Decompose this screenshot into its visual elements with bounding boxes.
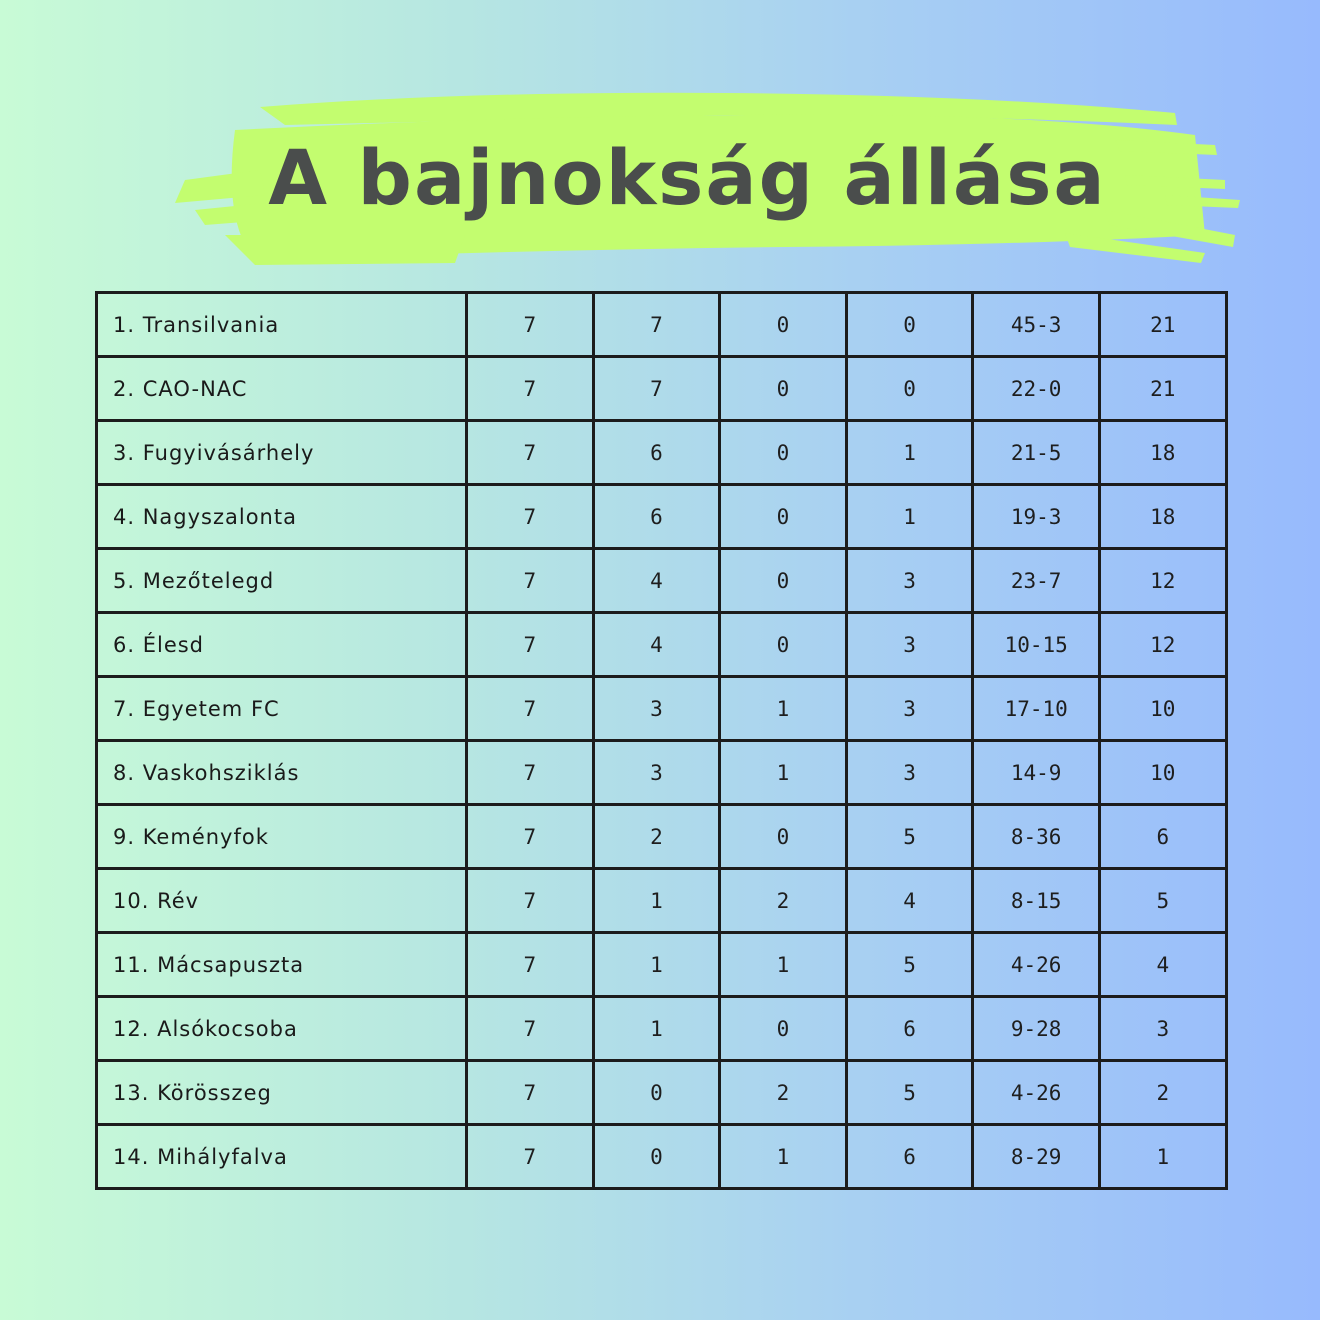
lost-cell: 3 [846,741,973,805]
team-name-cell: 3. Fugyivásárhely [97,421,467,485]
drawn-cell: 2 [720,869,847,933]
played-cell: 7 [467,869,594,933]
table-row [97,421,1227,485]
lost-cell: 5 [846,1061,973,1125]
lost-cell: 3 [846,677,973,741]
points-cell: 10 [1099,677,1226,741]
team-name-cell: 7. Egyetem FC [97,677,467,741]
lost-cell: 5 [846,805,973,869]
table-row [97,549,1227,613]
played-cell: 7 [467,997,594,1061]
goals-cell: 21-5 [973,421,1100,485]
lost-cell: 6 [846,1125,973,1189]
won-cell: 3 [593,741,720,805]
drawn-cell: 1 [720,677,847,741]
goals-cell: 10-15 [973,613,1100,677]
points-cell: 5 [1099,869,1226,933]
table-row [97,869,1227,933]
points-cell: 1 [1099,1125,1226,1189]
team-name-cell: 5. Mezőtelegd [97,549,467,613]
points-cell: 12 [1099,549,1226,613]
table-row [97,1125,1227,1189]
lost-cell: 4 [846,869,973,933]
played-cell: 7 [467,357,594,421]
points-cell: 12 [1099,613,1226,677]
points-cell: 18 [1099,485,1226,549]
team-name-cell: 4. Nagyszalonta [97,485,467,549]
lost-cell: 3 [846,549,973,613]
table-row [97,613,1227,677]
points-cell: 3 [1099,997,1226,1061]
points-cell: 21 [1099,357,1226,421]
team-name-cell: 10. Rév [97,869,467,933]
played-cell: 7 [467,1061,594,1125]
won-cell: 7 [593,293,720,357]
played-cell: 7 [467,1125,594,1189]
table-row [97,293,1227,357]
won-cell: 3 [593,677,720,741]
table-row [97,997,1227,1061]
goals-cell: 8-36 [973,805,1100,869]
played-cell: 7 [467,293,594,357]
played-cell: 7 [467,421,594,485]
drawn-cell: 0 [720,997,847,1061]
table-row [97,1061,1227,1125]
goals-cell: 14-9 [973,741,1100,805]
table-row [97,741,1227,805]
goals-cell: 17-10 [973,677,1100,741]
played-cell: 7 [467,741,594,805]
goals-cell: 22-0 [973,357,1100,421]
table-row [97,485,1227,549]
won-cell: 2 [593,805,720,869]
lost-cell: 0 [846,293,973,357]
played-cell: 7 [467,677,594,741]
team-name-cell: 13. Körösszeg [97,1061,467,1125]
team-name-cell: 2. CAO-NAC [97,357,467,421]
lost-cell: 6 [846,997,973,1061]
lost-cell: 1 [846,421,973,485]
won-cell: 1 [593,997,720,1061]
lost-cell: 3 [846,613,973,677]
drawn-cell: 0 [720,485,847,549]
won-cell: 0 [593,1061,720,1125]
drawn-cell: 1 [720,1125,847,1189]
drawn-cell: 0 [720,613,847,677]
team-name-cell: 8. Vaskohsziklás [97,741,467,805]
drawn-cell: 1 [720,933,847,997]
won-cell: 6 [593,485,720,549]
lost-cell: 0 [846,357,973,421]
page-title: A bajnokság állása [268,133,1107,222]
drawn-cell: 0 [720,421,847,485]
played-cell: 7 [467,485,594,549]
drawn-cell: 0 [720,293,847,357]
table-row [97,357,1227,421]
points-cell: 4 [1099,933,1226,997]
team-name-cell: 14. Mihályfalva [97,1125,467,1189]
won-cell: 4 [593,613,720,677]
points-cell: 21 [1099,293,1226,357]
team-name-cell: 6. Élesd [97,613,467,677]
goals-cell: 9-28 [973,997,1100,1061]
table-row [97,805,1227,869]
team-name-cell: 9. Keményfok [97,805,467,869]
goals-cell: 8-15 [973,869,1100,933]
drawn-cell: 0 [720,549,847,613]
lost-cell: 5 [846,933,973,997]
goals-cell: 45-3 [973,293,1100,357]
won-cell: 0 [593,1125,720,1189]
goals-cell: 4-26 [973,933,1100,997]
won-cell: 1 [593,869,720,933]
lost-cell: 1 [846,485,973,549]
team-name-cell: 11. Mácsapuszta [97,933,467,997]
table-row [97,933,1227,997]
won-cell: 6 [593,421,720,485]
table-row [97,677,1227,741]
drawn-cell: 1 [720,741,847,805]
points-cell: 10 [1099,741,1226,805]
played-cell: 7 [467,613,594,677]
goals-cell: 8-29 [973,1125,1100,1189]
drawn-cell: 0 [720,357,847,421]
drawn-cell: 2 [720,1061,847,1125]
points-cell: 2 [1099,1061,1226,1125]
played-cell: 7 [467,549,594,613]
goals-cell: 23-7 [973,549,1100,613]
goals-cell: 19-3 [973,485,1100,549]
played-cell: 7 [467,933,594,997]
goals-cell: 4-26 [973,1061,1100,1125]
drawn-cell: 0 [720,805,847,869]
won-cell: 7 [593,357,720,421]
won-cell: 1 [593,933,720,997]
team-name-cell: 1. Transilvania [97,293,467,357]
points-cell: 6 [1099,805,1226,869]
team-name-cell: 12. Alsókocsoba [97,997,467,1061]
points-cell: 18 [1099,421,1226,485]
standings-table [95,291,1228,1190]
played-cell: 7 [467,805,594,869]
standings-body [97,293,1227,1189]
won-cell: 4 [593,549,720,613]
title-banner [165,85,1240,270]
